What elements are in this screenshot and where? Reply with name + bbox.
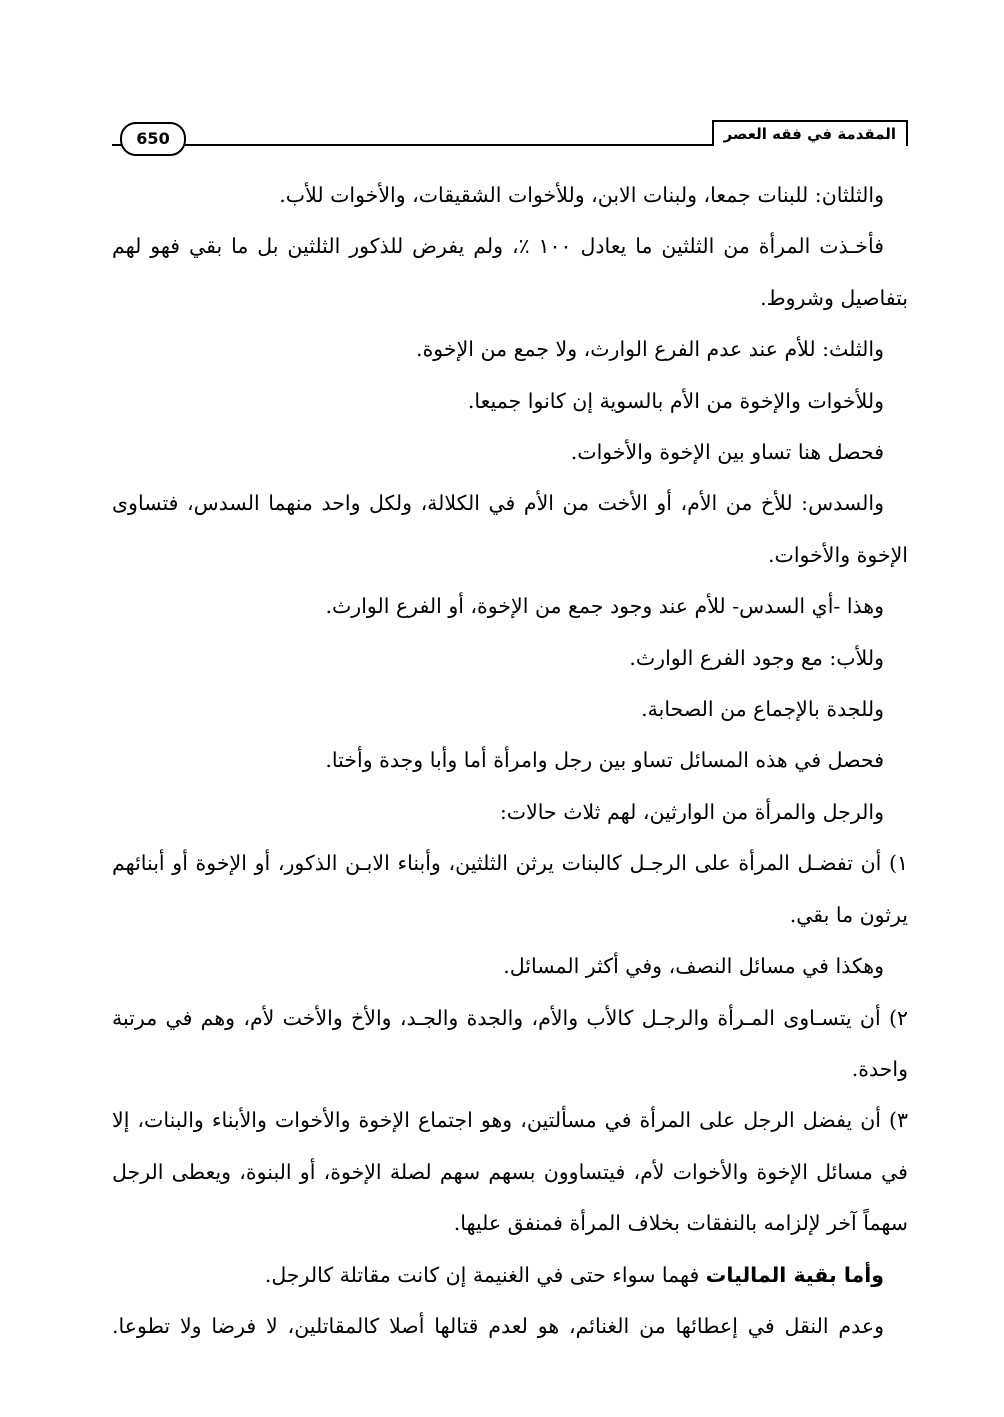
page-header — [112, 116, 908, 156]
paragraph-case-one-note: وهكذا في مسائل النصف، وفي أكثر المسائل. — [503, 954, 884, 979]
book-title: المقدمة في فقه العصر — [712, 120, 908, 146]
paragraph-sudus: والسدس: للأخ من الأم، أو الأخت من الأم في الكلالة، ولكل واحد منهما السدس، فتساوى الإخوة والأخوات. — [112, 491, 908, 567]
paragraph-sudus-mother: وهذا -أي السدس- للأم عند وجود جمع من الإخوة، أو الفرع الوارث. — [325, 594, 884, 619]
page-number: 650 — [120, 122, 186, 156]
paragraph-maternal-siblings: وللأخوات والإخوة من الأم بالسوية إن كانوا جميعا. — [467, 388, 884, 413]
paragraph-case-one: ١) أن تفضـل المرأة على الرجـل كالبنات يرثن الثلثين، وأبناء الابـن الذكور، أو الإخوة أو أبنائهم يرثون ما بقي. — [112, 851, 908, 927]
paragraph-grandmother: وللجدة بالإجماع من الصحابة. — [641, 697, 884, 722]
paragraph-women-two-thirds: فأخـذت المرأة من الثلثين ما يعادل ١٠٠ ٪، ولم يفرض للذكور الثلثين بل ما بقي فهو لهم بتفاصيل وشروط. — [112, 234, 908, 310]
paragraph-case-two: ٢) أن يتسـاوى المـرأة والرجـل كالأب والأم، والجدة والجـد، والأخ والأخت لأم، وهم في مرتبة واحدة. — [112, 1005, 908, 1081]
page-body — [112, 170, 908, 1352]
paragraph-remaining-finances-text: فهما سواء حتى في الغنيمة إن كانت مقاتلة كالرجل. — [264, 1262, 700, 1287]
paragraph-equality-summary: فحصل في هذه المسائل تساو بين رجل وامرأة أما وأبا وجدة وأختا. — [325, 748, 884, 773]
bold-lead-phrase: وأما بقية الماليات — [705, 1262, 884, 1287]
paragraph-thuluth: والثلث: للأم عند عدم الفرع الوارث، ولا جمع من الإخوة. — [416, 337, 884, 362]
paragraph-spoils: وعدم النقل في إعطائها من الغنائم، هو لعدم قتالها أصلا كالمقاتلين، لا فرضا ولا تطوعا. — [112, 1313, 884, 1338]
paragraph-equality-siblings: فحصل هنا تساو بين الإخوة والأخوات. — [570, 440, 884, 465]
paragraph-father: وللأب: مع وجود الفرع الوارث. — [629, 645, 884, 670]
paragraph-three-cases: والرجل والمرأة من الوارثين، لهم ثلاث حالات: — [499, 799, 884, 824]
paragraph-case-three: ٣) أن يفضل الرجل على المرأة في مسألتين، وهو اجتماع الإخوة والأخوات والأبناء والبنات، إلا في مسائل الإخوة والأخوات لأم، فيتساوون بسهم سهم لصلة الإخوة، أو البنوة، ويعطى الرجل سهماً آخر لإلزامه بالنفقات بخلاف المرأة فمنفق عليها. — [112, 1108, 908, 1236]
paragraph-thuluthan: والثلثان: للبنات جمعا، ولبنات الابن، وللأخوات الشقيقات، والأخوات للأب. — [279, 183, 884, 207]
paragraph-remaining-finances — [112, 1250, 908, 1301]
